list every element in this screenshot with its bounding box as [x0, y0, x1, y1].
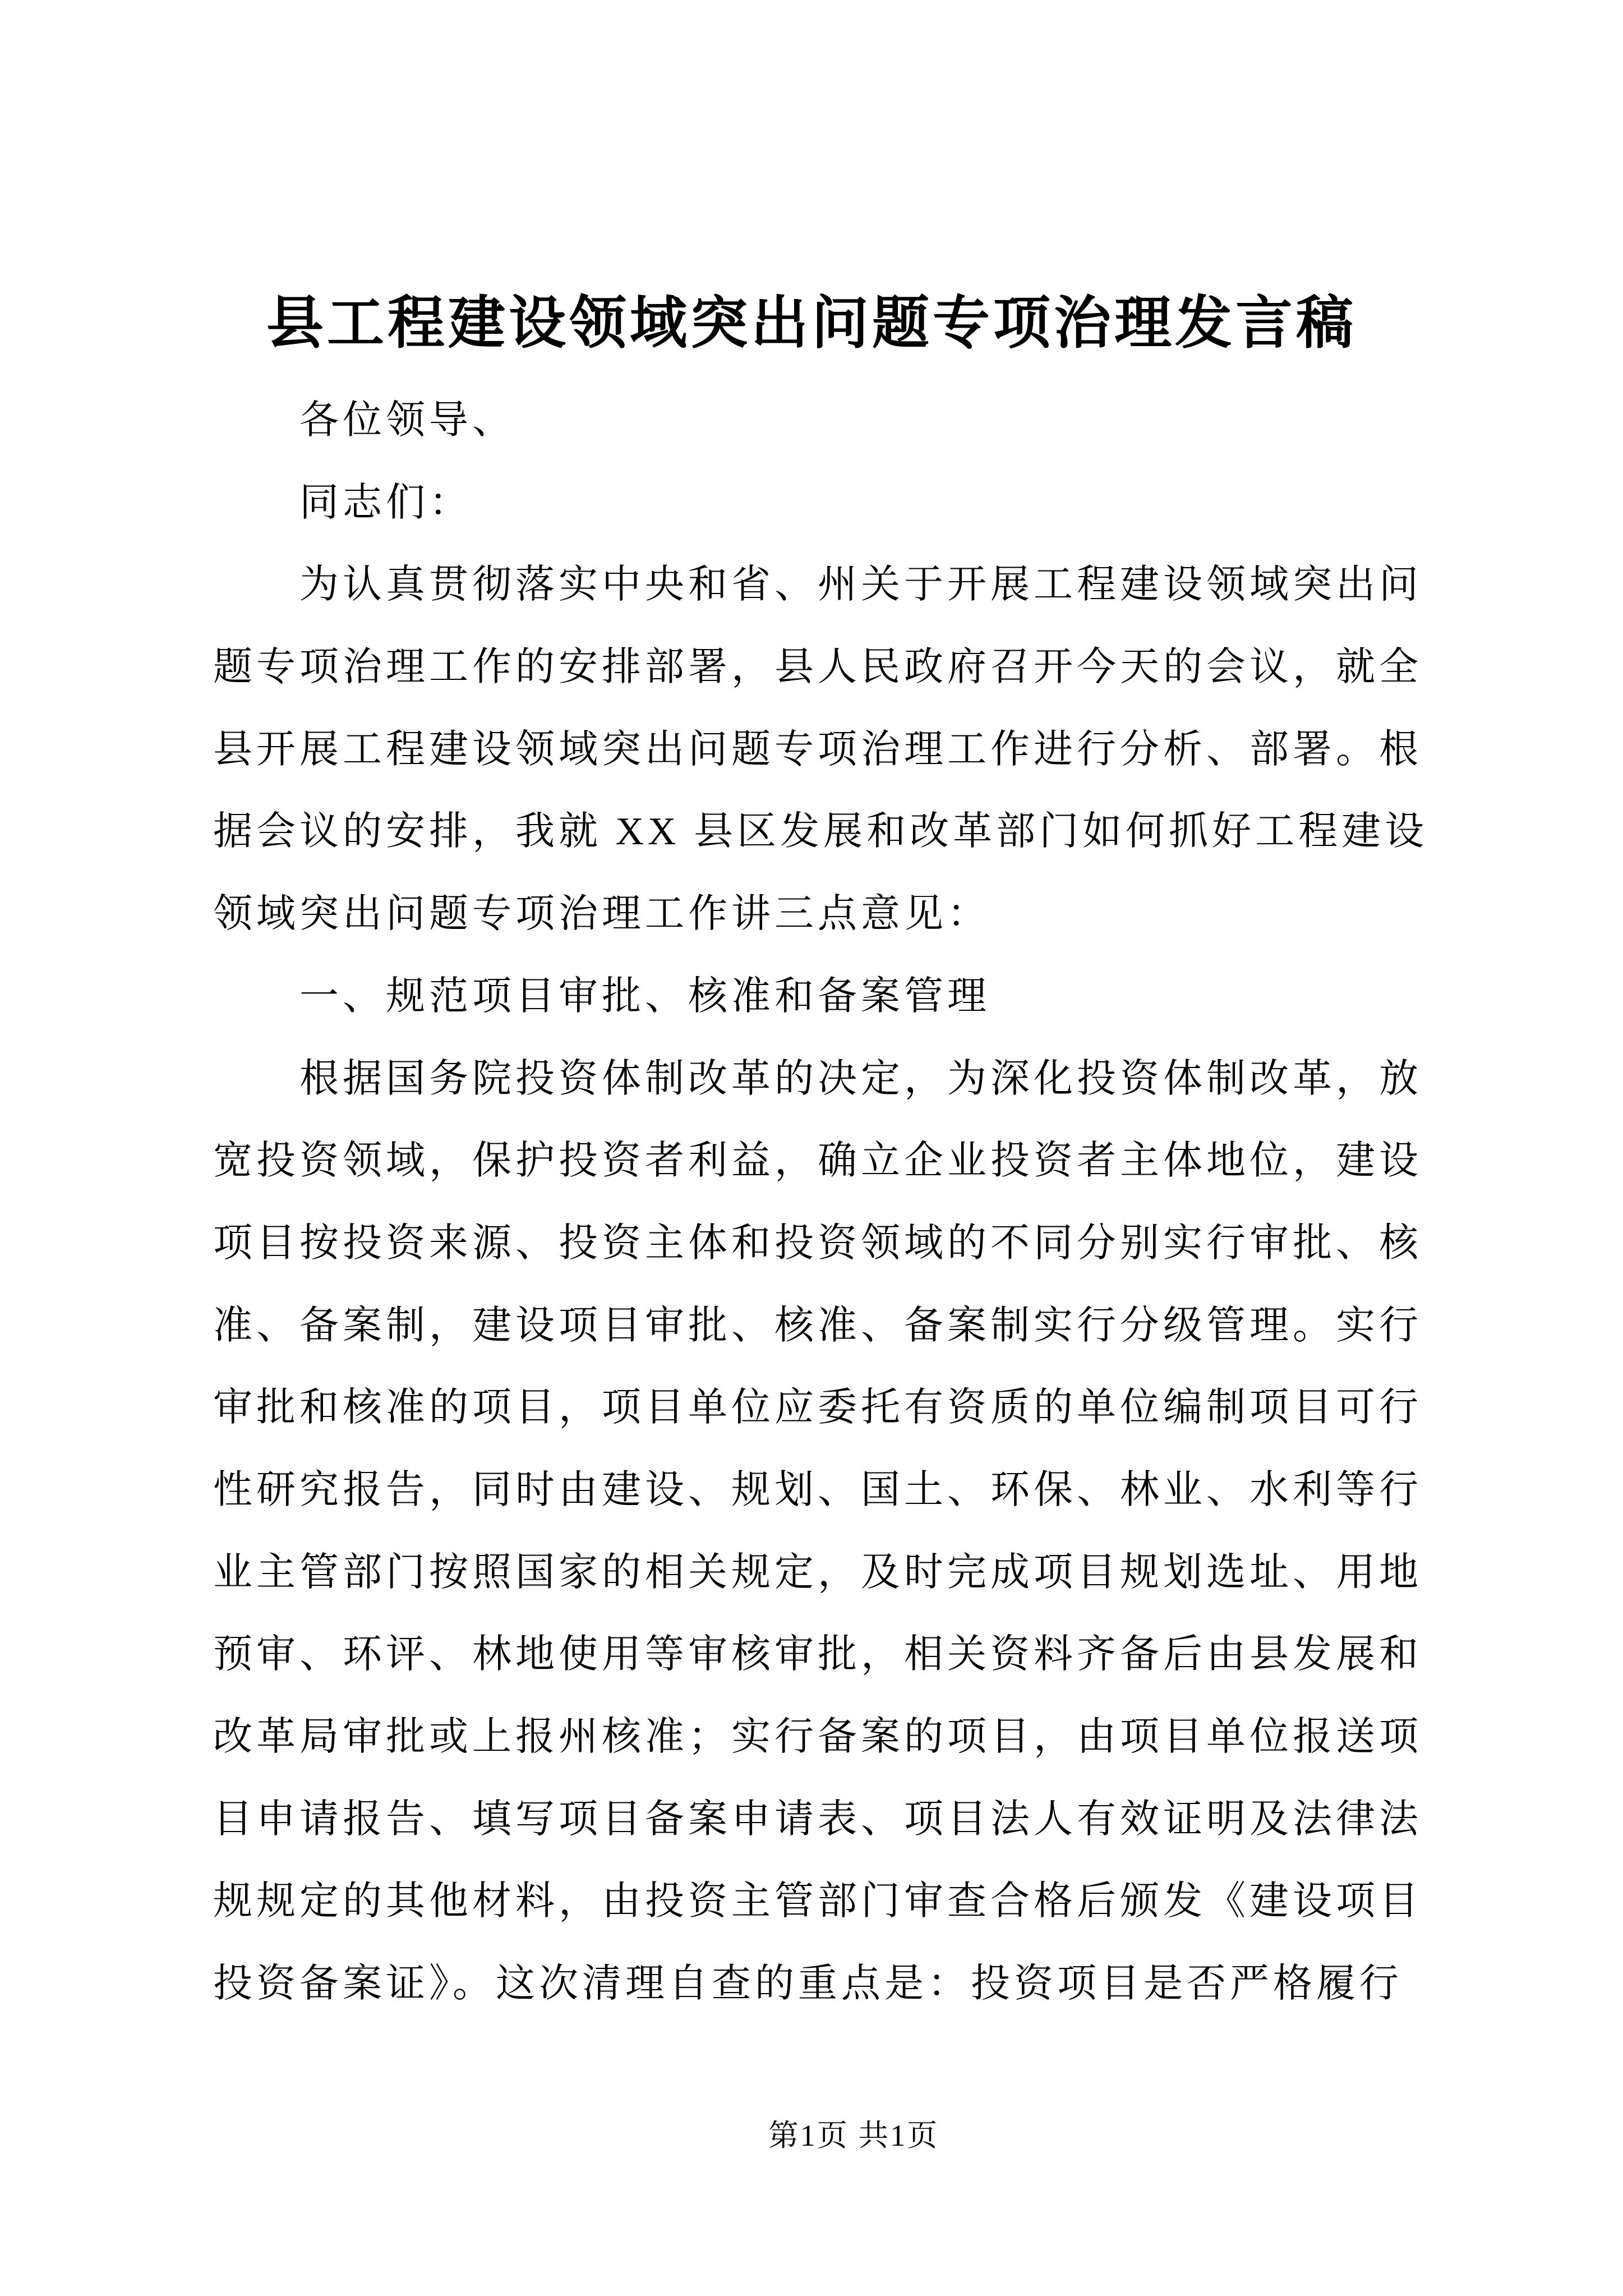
text-line: 县开展工程建设领域突出问题专项治理工作进行分析、部署。根	[213, 728, 1422, 771]
text-line: 同志们：	[299, 481, 472, 524]
text-line: 各位领导、	[299, 399, 515, 442]
text-line: 项目按投资来源、投资主体和投资领域的不同分别实行审批、核	[213, 1221, 1422, 1265]
document-title: 县工程建设领域突出问题专项治理发言稿	[266, 292, 1357, 356]
text-line: 为认真贯彻落实中央和省、州关于开展工程建设领域突出问	[299, 563, 1422, 607]
text-line: 据会议的安排，我就 XX 县区发展和改革部门如何抓好工程建设	[213, 810, 1428, 854]
text-line: 领域突出问题专项治理工作讲三点意见：	[213, 892, 990, 936]
text-line: 题专项治理工作的安排部署，县人民政府召开今天的会议，就全	[213, 646, 1422, 689]
text-line: 根据国务院投资体制改革的决定，为深化投资体制改革，放	[299, 1057, 1422, 1101]
text-line: 规规定的其他材料，由投资主管部门审查合格后颁发《建设项目	[213, 1880, 1422, 1924]
text-line: 改革局审批或上报州核准；实行备案的项目，由项目单位报送项	[213, 1715, 1422, 1759]
text-line: 业主管部门按照国家的相关规定，及时完成项目规划选址、用地	[213, 1550, 1422, 1594]
text-line: 投资备案证》。这次清理自查的重点是：投资项目是否严格履行	[213, 1962, 1403, 2006]
text-line: 宽投资领域，保护投资者利益，确立企业投资者主体地位，建设	[213, 1139, 1422, 1183]
text-line: 准、备案制，建设项目审批、核准、备案制实行分级管理。实行	[213, 1304, 1422, 1347]
page-number-footer: 第1页 共1页	[768, 2119, 939, 2152]
text-line: 预审、环评、林地使用等审核审批，相关资料齐备后由县发展和	[213, 1633, 1422, 1677]
text-line: 目申请报告、填写项目备案申请表、项目法人有效证明及法律法	[213, 1797, 1422, 1841]
text-line: 性研究报告，同时由建设、规划、国土、环保、林业、水利等行	[213, 1468, 1422, 1512]
text-line: 审批和核准的项目，项目单位应委托有资质的单位编制项目可行	[213, 1386, 1422, 1430]
document-body	[213, 380, 1433, 2026]
text-line: 一、规范项目审批、核准和备案管理	[299, 974, 990, 1018]
